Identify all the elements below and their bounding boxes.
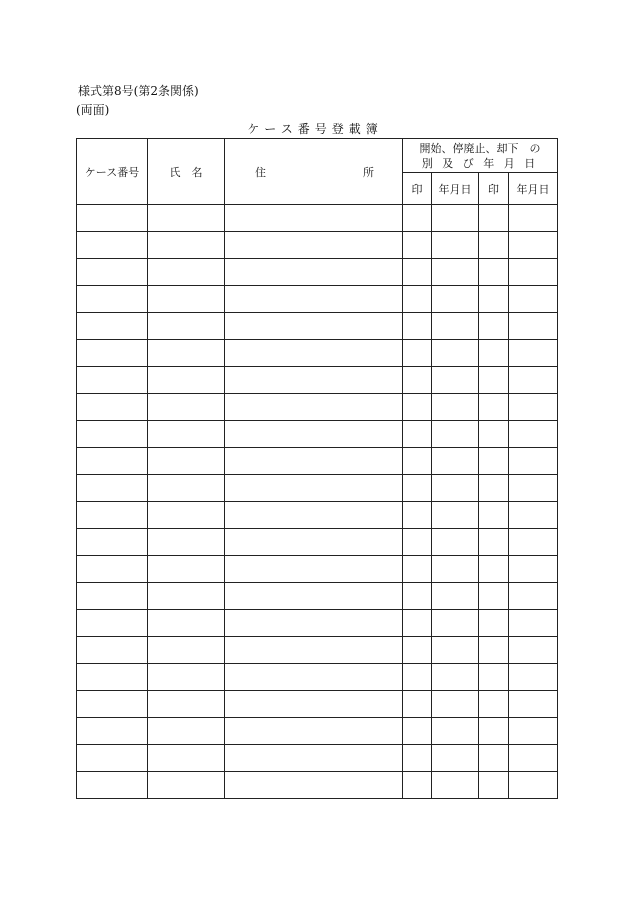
table-cell[interactable] <box>225 394 403 421</box>
table-cell[interactable] <box>225 367 403 394</box>
table-cell[interactable] <box>479 421 509 448</box>
table-row <box>77 232 558 259</box>
col-case-number-header: ケース番号 <box>77 139 148 205</box>
table-cell[interactable] <box>225 313 403 340</box>
table-cell[interactable] <box>432 286 479 313</box>
table-cell[interactable] <box>479 340 509 367</box>
sub-seal-header: 印 <box>479 173 509 205</box>
table-cell[interactable] <box>148 286 225 313</box>
table-cell[interactable] <box>403 745 432 772</box>
page-title: ケース番号登載簿 <box>247 122 383 136</box>
table-cell[interactable] <box>77 718 148 745</box>
table-cell[interactable] <box>225 286 403 313</box>
table-cell[interactable] <box>225 691 403 718</box>
table-row <box>77 421 558 448</box>
table-cell[interactable] <box>77 205 148 232</box>
table-cell[interactable] <box>148 772 225 799</box>
table-cell[interactable] <box>403 205 432 232</box>
table-row <box>77 664 558 691</box>
table-cell[interactable] <box>225 448 403 475</box>
sub-date-header: 年月日 <box>509 173 558 205</box>
table-cell[interactable] <box>148 637 225 664</box>
table-cell[interactable] <box>77 664 148 691</box>
table-cell[interactable] <box>225 637 403 664</box>
table-row <box>77 367 558 394</box>
sub-date-header: 年月日 <box>432 173 479 205</box>
table-cell[interactable] <box>77 502 148 529</box>
table-cell[interactable] <box>432 259 479 286</box>
table-cell[interactable] <box>148 610 225 637</box>
table-cell[interactable] <box>509 664 558 691</box>
table-cell[interactable] <box>509 259 558 286</box>
table-cell[interactable] <box>403 394 432 421</box>
table-cell[interactable] <box>403 664 432 691</box>
table-cell[interactable] <box>509 448 558 475</box>
table-cell[interactable] <box>479 691 509 718</box>
table-cell[interactable] <box>403 367 432 394</box>
table-cell[interactable] <box>148 583 225 610</box>
table-cell[interactable] <box>479 367 509 394</box>
table-cell[interactable] <box>509 367 558 394</box>
table-row <box>77 610 558 637</box>
table-cell[interactable] <box>432 583 479 610</box>
table-cell[interactable] <box>509 232 558 259</box>
table-row <box>77 745 558 772</box>
table-cell[interactable] <box>479 205 509 232</box>
table-cell[interactable] <box>479 745 509 772</box>
table-cell[interactable] <box>148 259 225 286</box>
table-cell[interactable] <box>432 394 479 421</box>
table-row <box>77 529 558 556</box>
register-table <box>76 138 558 799</box>
table-cell[interactable] <box>148 421 225 448</box>
table-cell[interactable] <box>432 502 479 529</box>
table-cell[interactable] <box>432 205 479 232</box>
form-number: 様式第8号(第2条関係) <box>78 84 199 98</box>
table-cell[interactable] <box>225 664 403 691</box>
table-cell[interactable] <box>479 583 509 610</box>
table-cell[interactable] <box>403 259 432 286</box>
table-cell[interactable] <box>77 232 148 259</box>
table-cell[interactable] <box>509 718 558 745</box>
table-row <box>77 286 558 313</box>
table-cell[interactable] <box>403 691 432 718</box>
table-cell[interactable] <box>509 286 558 313</box>
table-cell[interactable] <box>479 556 509 583</box>
table-row <box>77 637 558 664</box>
table-cell[interactable] <box>148 367 225 394</box>
table-cell[interactable] <box>77 475 148 502</box>
table-cell[interactable] <box>479 313 509 340</box>
register-body <box>77 205 558 799</box>
table-cell[interactable] <box>479 718 509 745</box>
table-cell[interactable] <box>77 448 148 475</box>
table-cell[interactable] <box>509 421 558 448</box>
table-cell[interactable] <box>509 745 558 772</box>
table-cell[interactable] <box>77 583 148 610</box>
table-cell[interactable] <box>225 745 403 772</box>
table-row <box>77 502 558 529</box>
table-cell[interactable] <box>403 610 432 637</box>
table-row <box>77 340 558 367</box>
table-cell[interactable] <box>148 340 225 367</box>
table-cell[interactable] <box>77 367 148 394</box>
table-cell[interactable] <box>509 637 558 664</box>
table-cell[interactable] <box>77 259 148 286</box>
table-cell[interactable] <box>479 448 509 475</box>
table-cell[interactable] <box>403 637 432 664</box>
table-cell[interactable] <box>148 205 225 232</box>
table-cell[interactable] <box>403 313 432 340</box>
table-row <box>77 313 558 340</box>
col-name-header: 氏 名 <box>148 139 225 205</box>
col-status-line-2: 別 及 び 年 月 日 <box>421 156 539 170</box>
col-address-header <box>225 139 403 205</box>
table-cell[interactable] <box>432 313 479 340</box>
table-cell[interactable] <box>432 367 479 394</box>
table-cell[interactable] <box>432 556 479 583</box>
header-row-1 <box>77 139 558 173</box>
table-cell[interactable] <box>225 340 403 367</box>
table-cell[interactable] <box>479 529 509 556</box>
table-cell[interactable] <box>479 664 509 691</box>
table-cell[interactable] <box>225 556 403 583</box>
table-cell[interactable] <box>432 718 479 745</box>
table-row <box>77 448 558 475</box>
table-row <box>77 394 558 421</box>
table-cell[interactable] <box>225 421 403 448</box>
table-cell[interactable] <box>77 340 148 367</box>
table-cell[interactable] <box>509 772 558 799</box>
table-row <box>77 475 558 502</box>
col-status-line-1: 開始、停廃止、却下 の <box>419 141 541 155</box>
table-cell[interactable] <box>148 448 225 475</box>
table-cell[interactable] <box>148 475 225 502</box>
table-cell[interactable] <box>77 745 148 772</box>
table-cell[interactable] <box>403 556 432 583</box>
table-cell[interactable] <box>225 583 403 610</box>
table-cell[interactable] <box>403 475 432 502</box>
table-row <box>77 691 558 718</box>
table-cell[interactable] <box>77 313 148 340</box>
table-cell[interactable] <box>509 340 558 367</box>
table-cell[interactable] <box>432 745 479 772</box>
table-cell[interactable] <box>509 502 558 529</box>
table-cell[interactable] <box>148 718 225 745</box>
table-cell[interactable] <box>148 232 225 259</box>
table-cell[interactable] <box>479 502 509 529</box>
table-row <box>77 205 558 232</box>
table-cell[interactable] <box>403 583 432 610</box>
table-cell[interactable] <box>225 529 403 556</box>
table-cell[interactable] <box>479 475 509 502</box>
table-cell[interactable] <box>432 610 479 637</box>
table-cell[interactable] <box>77 772 148 799</box>
table-row <box>77 583 558 610</box>
table-cell[interactable] <box>77 691 148 718</box>
table-cell[interactable] <box>403 529 432 556</box>
table-cell[interactable] <box>509 475 558 502</box>
table-cell[interactable] <box>479 610 509 637</box>
table-row <box>77 772 558 799</box>
table-row <box>77 556 558 583</box>
table-cell[interactable] <box>148 313 225 340</box>
table-cell[interactable] <box>77 286 148 313</box>
table-cell[interactable] <box>479 232 509 259</box>
table-cell[interactable] <box>148 529 225 556</box>
table-cell[interactable] <box>403 421 432 448</box>
sub-seal-header: 印 <box>403 173 432 205</box>
table-cell[interactable] <box>148 556 225 583</box>
table-cell[interactable] <box>403 718 432 745</box>
table-cell[interactable] <box>509 691 558 718</box>
table-cell[interactable] <box>403 772 432 799</box>
table-cell[interactable] <box>479 259 509 286</box>
table-cell[interactable] <box>509 556 558 583</box>
table-cell[interactable] <box>148 394 225 421</box>
table-cell[interactable] <box>225 718 403 745</box>
table-cell[interactable] <box>225 259 403 286</box>
table-cell[interactable] <box>148 664 225 691</box>
table-cell[interactable] <box>509 610 558 637</box>
table-cell[interactable] <box>77 556 148 583</box>
table-cell[interactable] <box>77 394 148 421</box>
table-cell[interactable] <box>509 583 558 610</box>
table-cell[interactable] <box>403 340 432 367</box>
table-cell[interactable] <box>403 502 432 529</box>
table-cell[interactable] <box>432 232 479 259</box>
table-cell[interactable] <box>148 502 225 529</box>
table-cell[interactable] <box>432 475 479 502</box>
table-cell[interactable] <box>225 475 403 502</box>
table-cell[interactable] <box>432 691 479 718</box>
table-cell[interactable] <box>403 286 432 313</box>
table-row <box>77 259 558 286</box>
table-cell[interactable] <box>225 502 403 529</box>
table-cell[interactable] <box>432 421 479 448</box>
table-cell[interactable] <box>77 610 148 637</box>
col-status-header <box>403 139 558 173</box>
table-cell[interactable] <box>225 232 403 259</box>
side-label: (両面) <box>76 103 110 117</box>
table-cell[interactable] <box>432 772 479 799</box>
table-cell[interactable] <box>77 529 148 556</box>
table-cell[interactable] <box>77 637 148 664</box>
table-cell[interactable] <box>148 745 225 772</box>
table-cell[interactable] <box>479 394 509 421</box>
table-cell[interactable] <box>77 421 148 448</box>
table-cell[interactable] <box>148 691 225 718</box>
table-cell[interactable] <box>509 313 558 340</box>
table-cell[interactable] <box>509 205 558 232</box>
table-cell[interactable] <box>403 232 432 259</box>
col-address-right: 所 <box>363 165 374 179</box>
table-cell[interactable] <box>432 529 479 556</box>
table-row <box>77 718 558 745</box>
col-address-left: 住 <box>255 165 266 179</box>
table-cell[interactable] <box>479 637 509 664</box>
table-cell[interactable] <box>479 772 509 799</box>
table-cell[interactable] <box>432 448 479 475</box>
table-cell[interactable] <box>225 610 403 637</box>
table-cell[interactable] <box>432 340 479 367</box>
table-cell[interactable] <box>432 664 479 691</box>
table-cell[interactable] <box>225 205 403 232</box>
table-cell[interactable] <box>479 286 509 313</box>
table-cell[interactable] <box>509 394 558 421</box>
table-cell[interactable] <box>432 637 479 664</box>
table-cell[interactable] <box>509 529 558 556</box>
table-cell[interactable] <box>225 772 403 799</box>
table-cell[interactable] <box>403 448 432 475</box>
